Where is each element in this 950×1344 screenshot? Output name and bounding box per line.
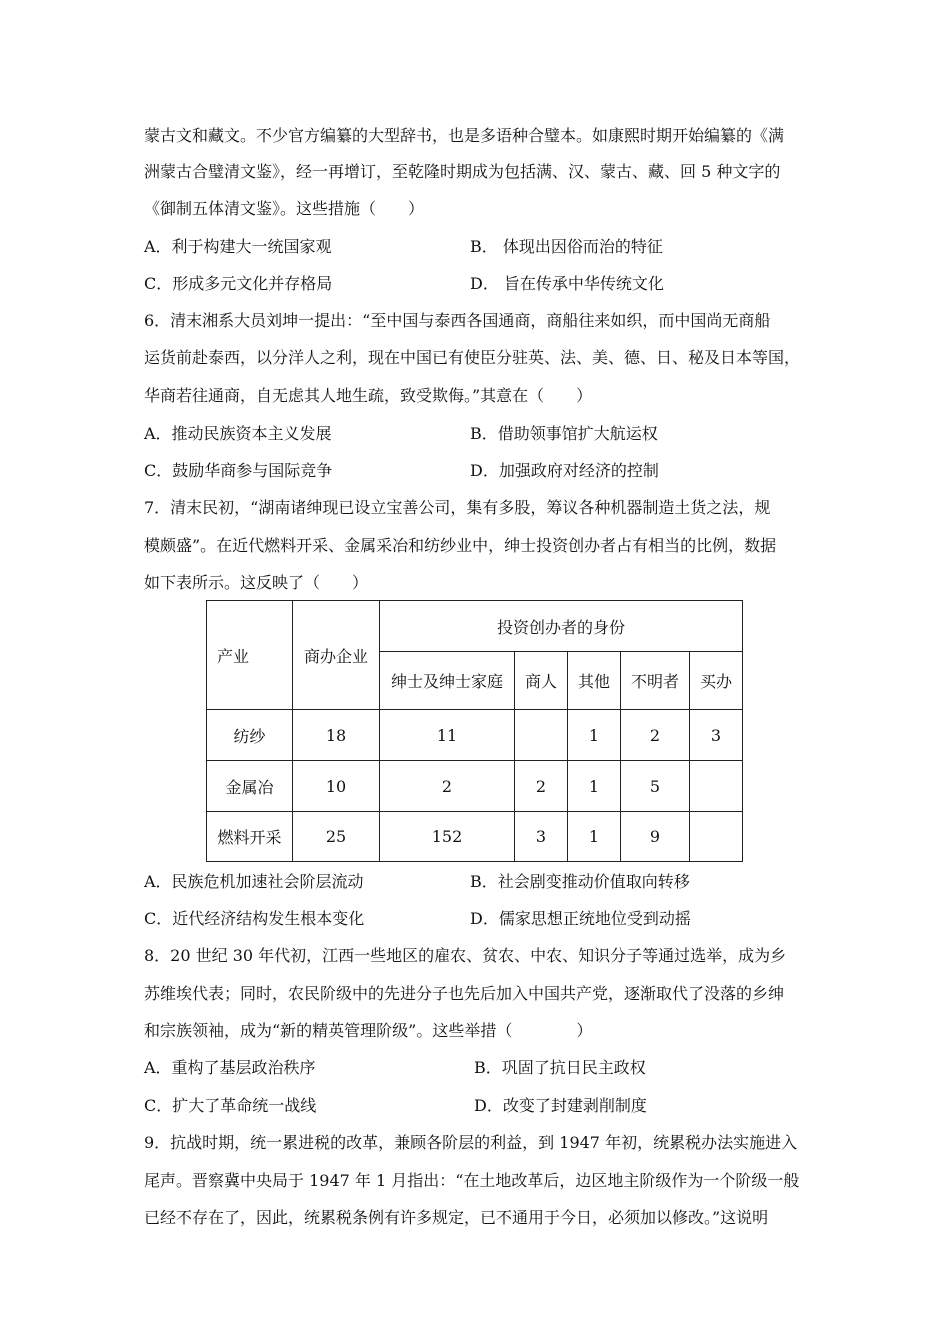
cell-merchant: 2 xyxy=(515,761,568,812)
q7-stem-line: 7．清末民初，“湖南诸绅现已设立宝善公司，集有多股，筹议各种机器制造土货之法，规 xyxy=(144,498,771,517)
q8-stem-line: 和宗族领袖，成为“新的精英管理阶级”。这些举措（ ） xyxy=(144,1021,593,1040)
q7-stem-line: 模颇盛”。在近代燃料开采、金属采冶和纺纱业中，绅士投资创办者占有相当的比例，数据 xyxy=(144,536,777,555)
q6-option-c[interactable]: C．鼓励华商参与国际竞争 xyxy=(144,461,333,480)
header-founder-identity: 投资创办者的身份 xyxy=(380,601,743,652)
q6-stem-line: 6．清末湘系大员刘坤一提出：“至中国与泰西各国通商，商船往来如织，而中国尚无商船 xyxy=(144,311,771,330)
cell-industry: 纺纱 xyxy=(207,710,293,761)
cell-comprador: 3 xyxy=(690,710,743,761)
q5-option-c[interactable]: C．形成多元文化并存格局 xyxy=(144,274,333,293)
cell-other: 1 xyxy=(568,812,621,862)
cell-other: 1 xyxy=(568,710,621,761)
header-gentry: 绅士及绅士家庭 xyxy=(380,652,515,710)
q8-option-d[interactable]: D．改变了封建剥削制度 xyxy=(474,1096,647,1115)
cell-industry: 金属冶 xyxy=(207,761,293,812)
header-commercial: 商办企业 xyxy=(293,601,380,710)
q9-stem-line: 9．抗战时期，统一累进税的改革，兼顾各阶层的利益，到 1947 年初，统累税办法实施进入 xyxy=(144,1133,798,1152)
intro-line: 《御制五体清文鉴》。这些措施（ ） xyxy=(144,199,425,218)
header-unknown: 不明者 xyxy=(621,652,690,710)
cell-unknown: 2 xyxy=(621,710,690,761)
q6-option-d[interactable]: D．加强政府对经济的控制 xyxy=(470,461,659,480)
q8-stem-line: 苏维埃代表；同时，农民阶级中的先进分子也先后加入中国共产党，逐渐取代了没落的乡绅 xyxy=(144,984,785,1003)
cell-gentry: 11 xyxy=(380,710,515,761)
q9-stem-line: 已经不存在了，因此，统累税条例有许多规定，已不通用于今日，必须加以修改。”这说明 xyxy=(144,1208,769,1227)
q7-stem-line: 如下表所示。这反映了（ ） xyxy=(144,573,369,592)
q8-stem-line: 8．20 世纪 30 年代初，江西一些地区的雇农、贫农、中农、知识分子等通过选举，成为乡 xyxy=(144,946,787,965)
q6-option-a[interactable]: A．推动民族资本主义发展 xyxy=(144,424,332,443)
table-row xyxy=(207,710,743,761)
cell-merchant xyxy=(515,710,568,761)
cell-commercial: 10 xyxy=(293,761,380,812)
header-other: 其他 xyxy=(568,652,621,710)
q7-option-d[interactable]: D．儒家思想正统地位受到动摇 xyxy=(470,909,691,928)
cell-commercial: 25 xyxy=(293,812,380,862)
q8-option-c[interactable]: C．扩大了革命统一战线 xyxy=(144,1096,317,1115)
gentry-investment-table xyxy=(206,600,743,862)
q5-option-a[interactable]: A．利于构建大一统国家观 xyxy=(144,237,332,256)
q6-option-b[interactable]: B．借助领事馆扩大航运权 xyxy=(470,424,658,443)
cell-unknown: 5 xyxy=(621,761,690,812)
intro-line: 洲蒙古合璧清文鉴》，经一再增订，至乾隆时期成为包括满、汉、蒙古、藏、回 5 种文字的 xyxy=(144,162,781,181)
q8-option-b[interactable]: B．巩固了抗日民主政权 xyxy=(474,1058,646,1077)
q7-option-a[interactable]: A．民族危机加速社会阶层流动 xyxy=(144,872,364,891)
table-row xyxy=(207,761,743,812)
header-merchant: 商人 xyxy=(515,652,568,710)
header-industry: 产业 xyxy=(207,601,293,710)
q5-option-d[interactable]: D． 旨在传承中华传统文化 xyxy=(470,274,664,293)
cell-gentry: 2 xyxy=(380,761,515,812)
cell-comprador xyxy=(690,761,743,812)
cell-other: 1 xyxy=(568,761,621,812)
q7-option-c[interactable]: C．近代经济结构发生根本变化 xyxy=(144,909,365,928)
cell-commercial: 18 xyxy=(293,710,380,761)
q6-stem-line: 华商若往通商，自无虑其人地生疏，致受欺侮。”其意在（ ） xyxy=(144,386,593,405)
cell-merchant: 3 xyxy=(515,812,568,862)
q6-stem-line: 运货前赴泰西，以分洋人之利，现在中国已有使臣分驻英、法、美、德、日、秘及日本等国， xyxy=(144,348,801,367)
q8-option-a[interactable]: A．重构了基层政治秩序 xyxy=(144,1058,316,1077)
cell-comprador xyxy=(690,812,743,862)
q5-option-b[interactable]: B． 体现出因俗而治的特征 xyxy=(470,237,663,256)
cell-gentry: 152 xyxy=(380,812,515,862)
q7-option-b[interactable]: B．社会剧变推动价值取向转移 xyxy=(470,872,690,891)
header-comprador: 买办 xyxy=(690,652,743,710)
table-row xyxy=(207,812,743,862)
cell-unknown: 9 xyxy=(621,812,690,862)
cell-industry: 燃料开采 xyxy=(207,812,293,862)
q9-stem-line: 尾声。晋察冀中央局于 1947 年 1 月指出：“在土地改革后，边区地主阶级作为一个阶级一般 xyxy=(144,1171,800,1190)
intro-line: 蒙古文和藏文。不少官方编纂的大型辞书，也是多语种合璧本。如康熙时期开始编纂的《满 xyxy=(144,126,785,145)
